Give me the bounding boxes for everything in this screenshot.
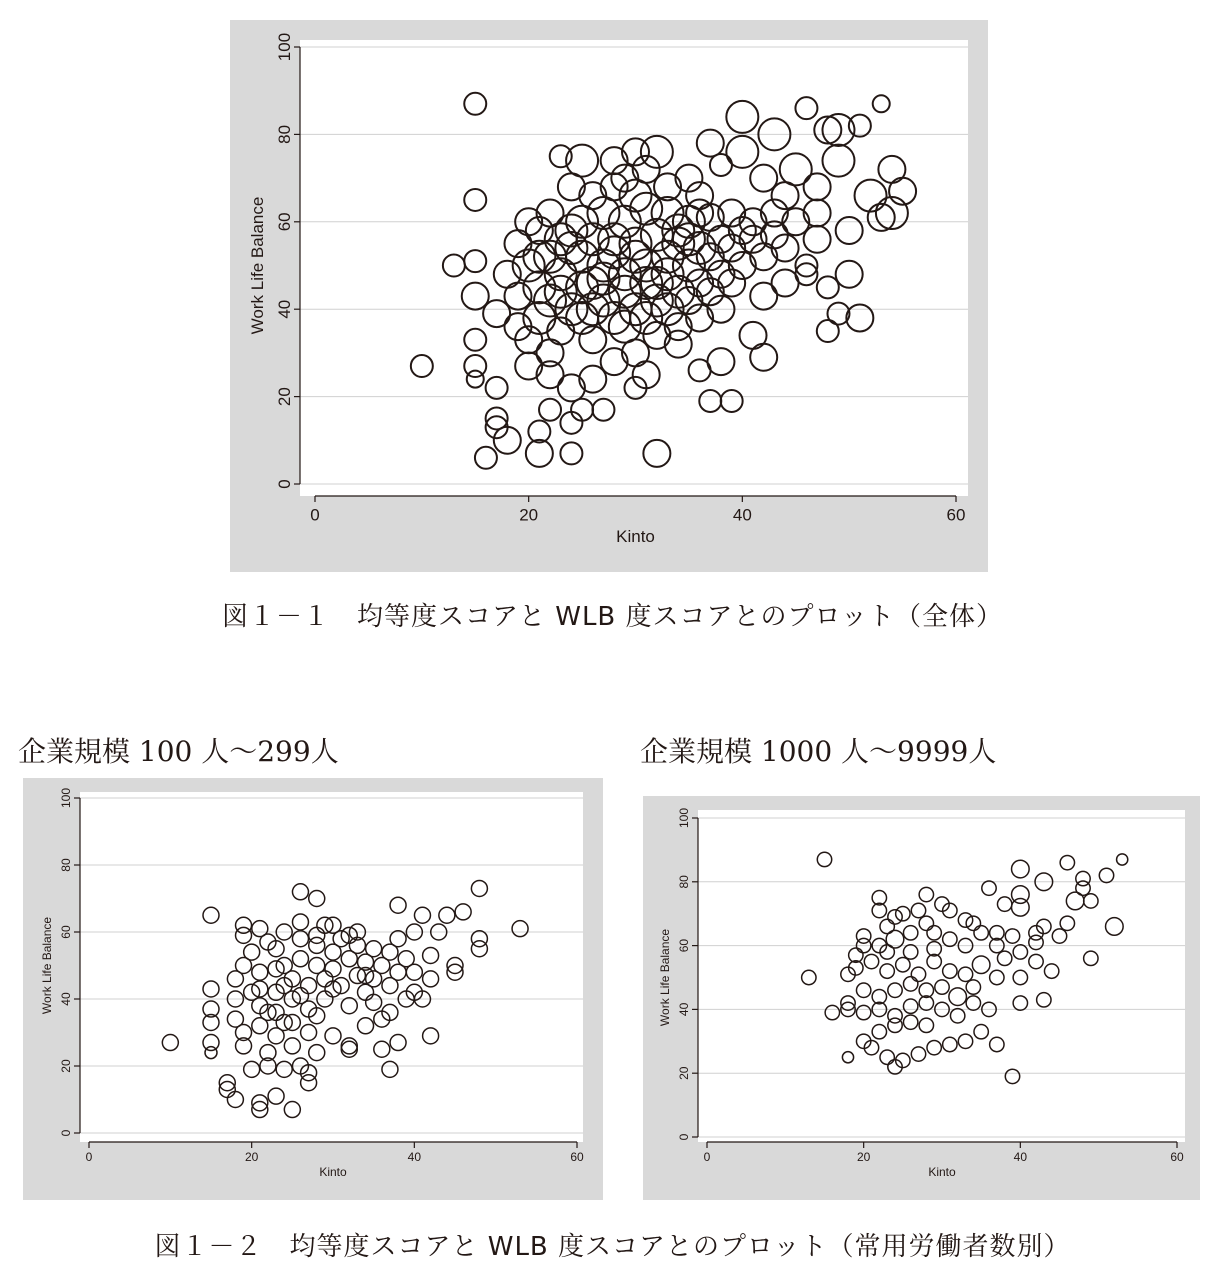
x-tick-label: 40 xyxy=(732,505,752,525)
y-tick-label: 40 xyxy=(275,299,294,319)
y-tick-label: 60 xyxy=(275,212,294,232)
x-axis-title: Kinto xyxy=(319,1165,347,1180)
figure1-caption: 図１－１ 均等度スコアと WLB 度スコアとのプロット（全体） xyxy=(221,602,1004,632)
y-tick-label: 80 xyxy=(677,875,691,889)
chart-frame-small-firms xyxy=(23,778,603,1200)
y-tick-label: 100 xyxy=(275,32,294,62)
y-axis-title: Work Life Balance xyxy=(657,928,672,1027)
y-tick-label: 0 xyxy=(275,479,294,489)
x-tick-label: 20 xyxy=(244,1150,259,1165)
scatter-chart-small-firms xyxy=(23,778,603,1200)
figure2-caption: 図１－２ 均等度スコアと WLB 度スコアとのプロット（常用労働者数別） xyxy=(154,1232,1071,1262)
x-axis-title: Kinto xyxy=(928,1165,956,1180)
x-tick-label: 60 xyxy=(1170,1150,1184,1165)
chart-frame-large-firms xyxy=(643,796,1200,1200)
x-tick-label: 60 xyxy=(946,505,966,525)
x-tick-label: 0 xyxy=(703,1150,711,1165)
scatter-chart-overall xyxy=(230,20,988,572)
y-tick-label: 20 xyxy=(275,387,294,407)
panel-title-small-firms: 企業規模 100 人～299人 xyxy=(18,735,339,768)
x-tick-label: 20 xyxy=(519,505,539,525)
y-axis-title: Work Life Balance xyxy=(247,196,267,335)
y-tick-label: 0 xyxy=(59,1129,73,1137)
x-axis-title: Kinto xyxy=(616,526,655,546)
y-tick-label: 100 xyxy=(677,807,691,829)
y-axis-title: Work Life Balance xyxy=(39,916,54,1015)
plot-area xyxy=(80,792,583,1142)
x-tick-label: 40 xyxy=(1013,1150,1028,1165)
chart-frame-overall xyxy=(230,20,988,572)
y-tick-label: 80 xyxy=(59,858,73,872)
x-tick-label: 40 xyxy=(407,1150,422,1165)
plot-area xyxy=(698,810,1185,1142)
x-tick-label: 0 xyxy=(85,1150,93,1165)
x-tick-label: 20 xyxy=(856,1150,871,1165)
plot-area xyxy=(300,40,968,496)
x-tick-label: 60 xyxy=(570,1150,584,1165)
scatter-chart-large-firms xyxy=(643,796,1200,1200)
y-tick-label: 80 xyxy=(275,124,294,144)
y-tick-label: 40 xyxy=(677,1002,691,1017)
panel-title-large-firms: 企業規模 1000 人～9999人 xyxy=(640,735,997,768)
y-tick-label: 40 xyxy=(59,992,73,1006)
y-tick-label: 100 xyxy=(59,787,73,809)
y-tick-label: 0 xyxy=(677,1133,691,1141)
y-tick-label: 20 xyxy=(677,1066,691,1080)
y-tick-label: 20 xyxy=(59,1059,73,1073)
x-tick-label: 0 xyxy=(310,505,320,525)
y-tick-label: 60 xyxy=(59,925,73,939)
y-tick-label: 60 xyxy=(677,938,691,953)
